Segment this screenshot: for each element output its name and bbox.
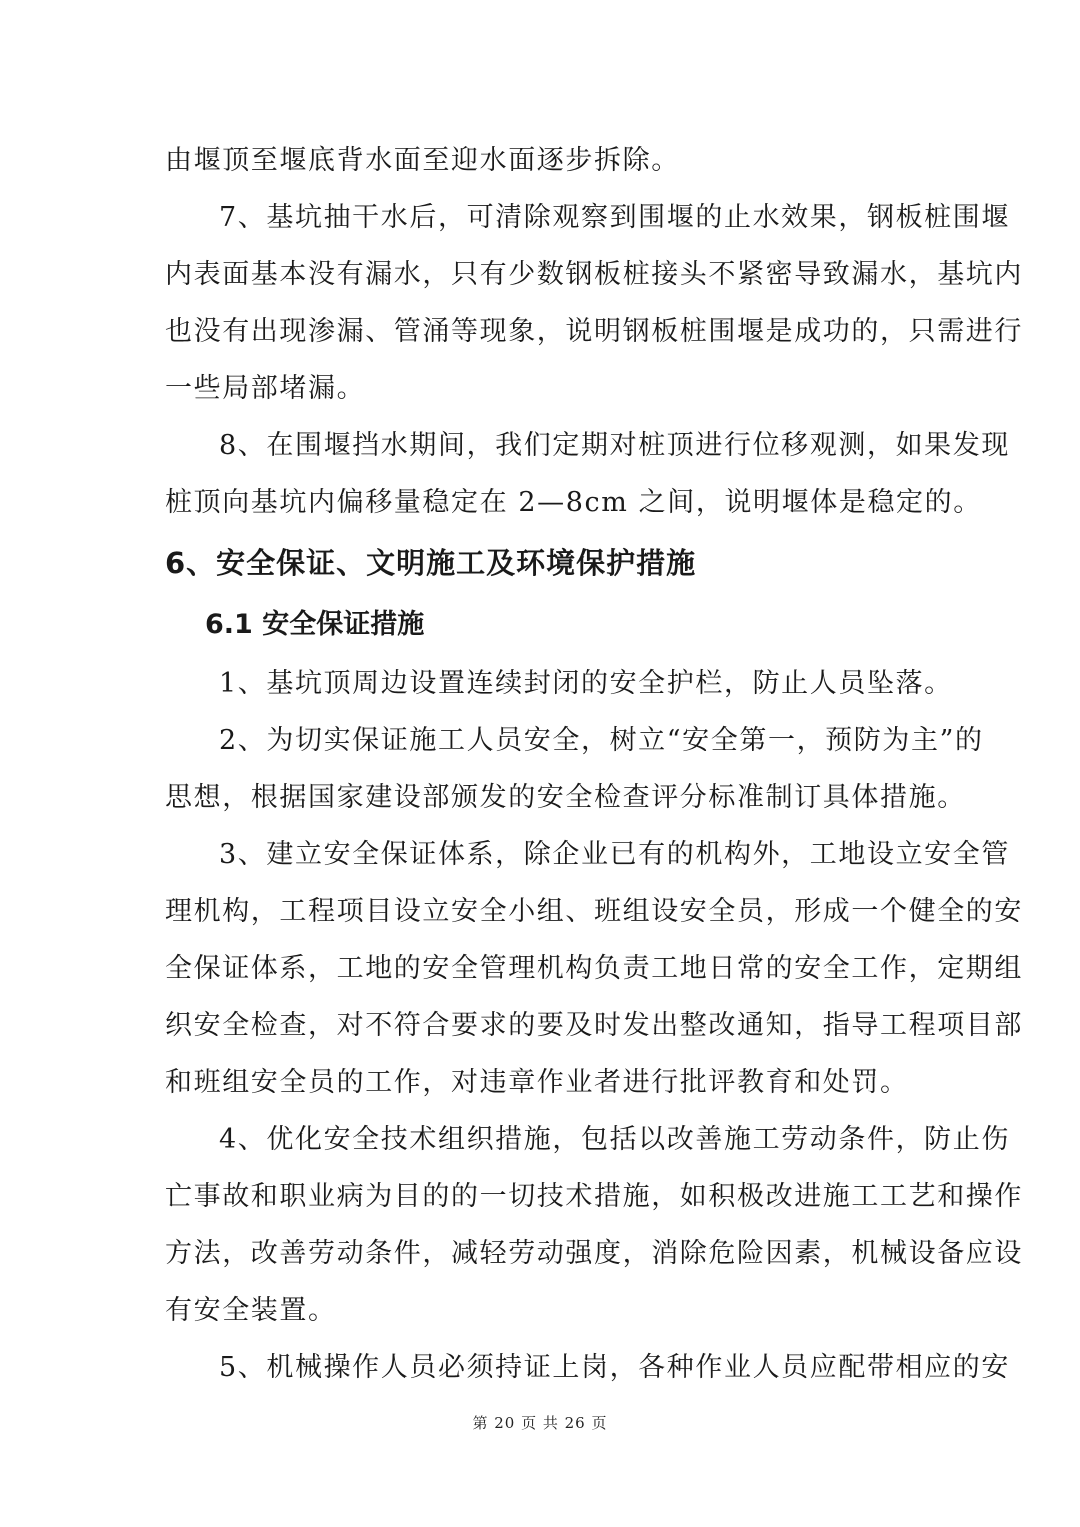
document-body <box>165 132 1023 1396</box>
body-text-line: 由堰顶至堰底背水面至迎水面逐步拆除。 <box>165 145 680 176</box>
body-text-line: 8、在围堰挡水期间，我们定期对桩顶进行位移观测，如果发现 <box>219 430 1010 461</box>
body-text-line: 桩顶向基坑内偏移量稳定在 2—8cm 之间，说明堰体是稳定的。 <box>165 487 982 518</box>
body-text-line: 也没有出现渗漏、管涌等现象，说明钢板桩围堰是成功的，只需进行 <box>165 316 1023 347</box>
body-text-line: 思想，根据国家建设部颁发的安全检查评分标准制订具体措施。 <box>165 782 966 813</box>
body-text-line: 方法，改善劳动条件，减轻劳动强度，消除危险因素，机械设备应设 <box>165 1238 1023 1269</box>
body-text-line: 2、为切实保证施工人员安全，树立“安全第一，预防为主”的 <box>219 725 984 756</box>
body-text-line: 理机构，工程项目设立安全小组、班组设安全员，形成一个健全的安 <box>165 896 1023 927</box>
body-text-line: 1、基坑顶周边设置连续封闭的安全护栏，防止人员坠落。 <box>219 668 953 699</box>
body-text-line: 5、机械操作人员必须持证上岗，各种作业人员应配带相应的安 <box>219 1352 1010 1383</box>
body-text-line: 有安全装置。 <box>165 1295 337 1326</box>
body-text-line: 和班组安全员的工作，对违章作业者进行批评教育和处罚。 <box>165 1067 909 1098</box>
body-text-line: 织安全检查，对不符合要求的要及时发出整改通知，指导工程项目部 <box>165 1010 1023 1041</box>
body-text-line: 3、建立安全保证体系，除企业已有的机构外，工地设立安全管 <box>219 839 1010 870</box>
body-text-line: 7、基坑抽干水后，可清除观察到围堰的止水效果，钢板桩围堰 <box>219 202 1010 233</box>
subsection-heading: 6.1 安全保证措施 <box>205 609 425 640</box>
section-heading: 6、安全保证、文明施工及环境保护措施 <box>165 546 697 580</box>
body-text-line: 内表面基本没有漏水，只有少数钢板桩接头不紧密导致漏水，基坑内 <box>165 259 1023 290</box>
body-text-line: 亡事故和职业病为目的的一切技术措施，如积极改进施工工艺和操作 <box>165 1181 1023 1212</box>
body-text-line: 一些局部堵漏。 <box>165 373 366 404</box>
body-text-line: 4、优化安全技术组织措施，包括以改善施工劳动条件，防止伤 <box>219 1124 1010 1155</box>
body-text-line: 全保证体系，工地的安全管理机构负责工地日常的安全工作，定期组 <box>165 953 1023 984</box>
page-number-footer: 第 20 页 共 26 页 <box>472 1414 608 1432</box>
